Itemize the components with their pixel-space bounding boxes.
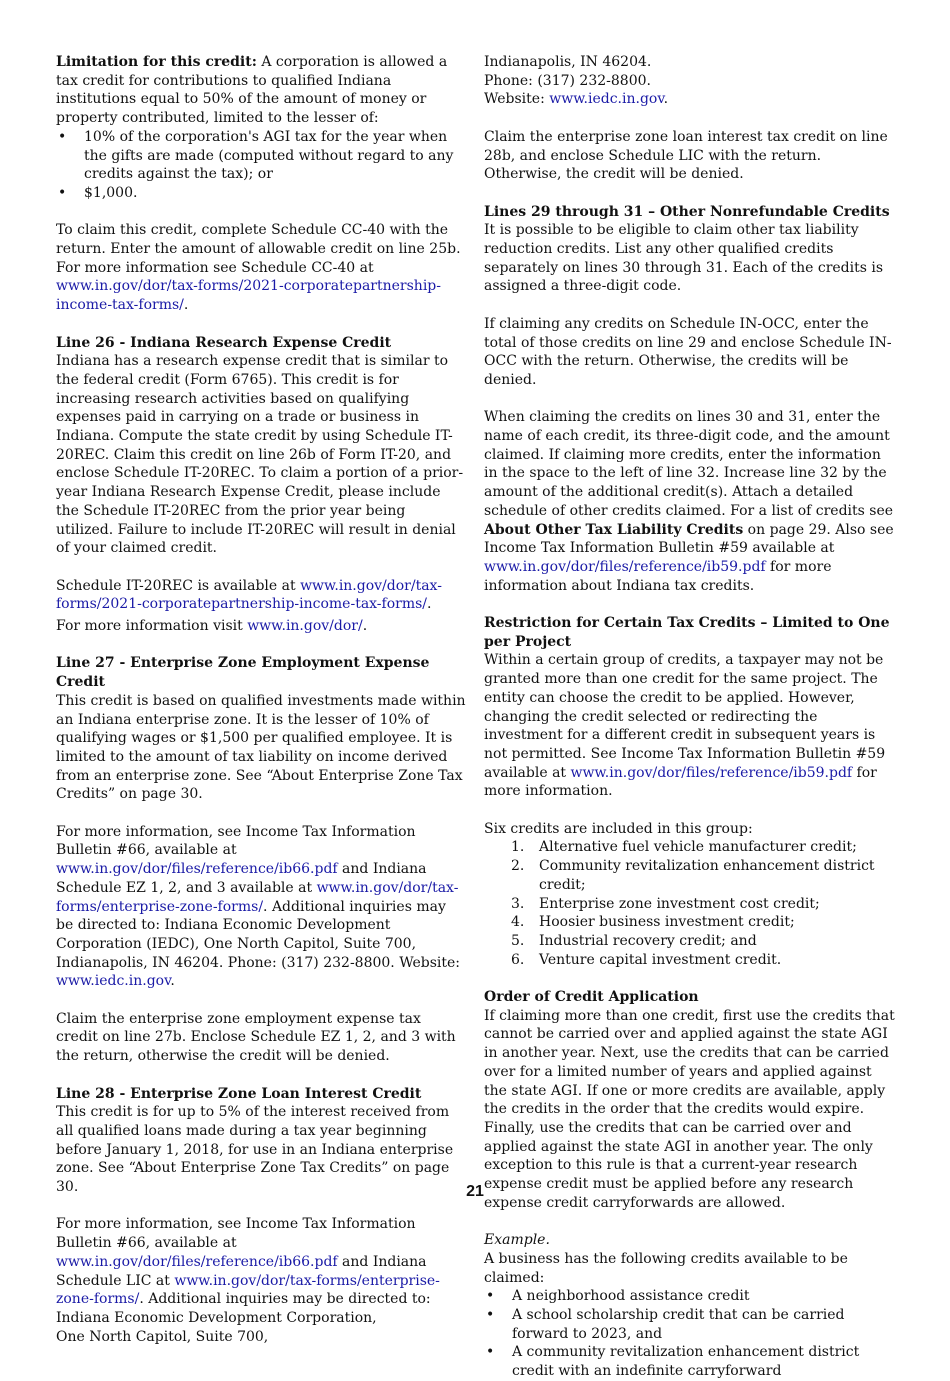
line26-heading: Line 26 - Indiana Research Expense Credit xyxy=(56,334,392,351)
list-item: • A neighborhood assistance credit xyxy=(484,1287,896,1306)
dor-link[interactable]: www.in.gov/dor/ xyxy=(247,618,363,635)
iedc-link[interactable]: www.iedc.in.gov xyxy=(56,973,171,990)
list-item: 5. Industrial recovery credit; and xyxy=(511,932,757,949)
ib59-link[interactable]: www.in.gov/dor/files/reference/ib59.pdf xyxy=(484,558,766,575)
page-number: 21 xyxy=(466,1183,484,1200)
in-occ-paragraph: If claiming any credits on Schedule IN-OCC, enter the total of those credits on line 29 and enclose Schedule IN-OCC with the return. Otherwise, the credits will be denied. xyxy=(484,315,892,388)
website-line: Website: www.iedc.in.gov. xyxy=(484,91,669,108)
it20rec-link[interactable]: www.in.gov/dor/tax-forms/2021-corporatepartnership-income-tax-forms/ xyxy=(56,577,442,613)
limitation-label: Limitation for this credit: xyxy=(56,54,257,70)
limitation-paragraph: Limitation for this credit: A corporation is allowed a tax credit for contributions to qualified Indiana institutions equal to 50% of the amount of money or property contributed, limited to the lesser of: xyxy=(56,54,448,127)
address-line: One North Capitol, Suite 700, xyxy=(56,1328,269,1345)
left-column xyxy=(56,53,466,1346)
list-item: 3. Enterprise zone investment cost credit; xyxy=(511,895,820,912)
order-body: If claiming more than one credit, first use the credits that cannot be carried over and applied against the state AGI in another year. Next, use the credits that can be carried over for a limited number of years and applied against the state AGI. If one or more credits are available, apply the credits in the order that the credits would expire. Finally, use the credits that can be carried over and applied against the state AGI in another year. The only exception to this rule is that a current-year research expense credit must be applied before any research expense credit carryforwards are allowed. xyxy=(484,1007,895,1211)
ib59-link[interactable]: www.in.gov/dor/files/reference/ib59.pdf xyxy=(570,764,853,781)
restriction-heading: Restriction for Certain Tax Credits – Limited to One per Project xyxy=(484,615,890,650)
line28-heading: Line 28 - Enterprise Zone Loan Interest Credit xyxy=(56,1085,422,1102)
line27-claim: Claim the enterprise zone employment expense tax credit on line 27b. Enclose Schedule EZ 1, 2, and 3 with the return, otherwise the credit will be denied. xyxy=(56,1010,456,1065)
list-item: • 10% of the corporation's AGI tax for the year when the gifts are made (computed without regard to any credits against the tax); or xyxy=(56,128,466,184)
address-line: Indianapolis, IN 46204. xyxy=(484,54,652,70)
enterprise-zone-forms-link[interactable]: www.in.gov/dor/tax-forms/enterprise-zone-forms/ xyxy=(56,1272,440,1308)
cc40-link[interactable]: www.in.gov/dor/tax-forms/2021-corporatepartnership-income-tax-forms/ xyxy=(56,278,441,314)
example-label: Example. xyxy=(484,1232,550,1249)
line27-heading: Line 27 - Enterprise Zone Employment Expense Credit xyxy=(56,655,430,691)
ib66-link[interactable]: www.in.gov/dor/files/reference/ib66.pdf xyxy=(56,861,338,878)
list-item: • $1,000. xyxy=(56,184,466,203)
list-item: • A community revitalization enhancement district credit with an indefinite carryforward xyxy=(484,1343,896,1380)
line28-body: This credit is for up to 5% of the interest received from all qualified loans made during a tax year beginning before January 1, 2018, for use in an Indiana enterprise zone. See “About Enterprise Zone Tax Credits” on page 30. xyxy=(56,1104,454,1196)
address-line: Indiana Economic Development Corporation, xyxy=(56,1309,377,1326)
line26-body: Indiana has a research expense credit that is similar to the federal credit (Form 6765). This credit is for increasing research activities based on qualifying expenses paid in carrying on a trade or business in Indiana. Compute the state credit by using Schedule IT-20REC. Claim this credit on line 26b of Form IT-20, and enclose Schedule IT-20REC. To claim a portion of a prior-year Indiana Research Expense Credit, please include the Schedule IT-20REC from the prior year being utilized. Failure to include IT-20REC will result in denial of your claimed credit. xyxy=(56,353,464,557)
list-item: 1. Alternative fuel vehicle manufacturer credit; xyxy=(511,839,857,856)
it20rec-availability: Schedule IT-20REC is available at www.in.gov/dor/tax-forms/2021-corporatepartnership-income-tax-forms/. xyxy=(56,577,442,613)
lines29-31-heading: Lines 29 through 31 – Other Nonrefundable Credits xyxy=(484,203,890,220)
lines29-31-body: It is possible to be eligible to claim other tax liability reduction credits. List any other qualified credits separately on lines 30 through 31. Each of the credits is assigned a three-digit code. xyxy=(484,222,884,295)
credit-group-list xyxy=(484,838,896,969)
limitation-bullets xyxy=(56,128,466,203)
line27-body: This credit is based on qualified investments made within an Indiana enterprise zone. It is the lesser of 10% of qualifying wages or $1,500 per qualified employee. It is limited to the amount of tax liability on income derived from an enterprise zone. See “About Enterprise Zone Tax Credits” on page 30. xyxy=(56,692,466,803)
claim-lic-paragraph: Claim the enterprise zone loan interest tax credit on line 28b, and enclose Schedule LIC with the return. Otherwise, the credit will be denied. xyxy=(484,128,888,183)
enterprise-zone-forms-link[interactable]: www.in.gov/dor/tax-forms/enterprise-zone-forms/ xyxy=(56,879,459,915)
group-intro: Six credits are included in this group: xyxy=(484,820,753,837)
list-item: 6. Venture capital investment credit. xyxy=(511,951,782,968)
ib66-link[interactable]: www.in.gov/dor/files/reference/ib66.pdf xyxy=(56,1253,338,1270)
dor-more-info: For more information visit www.in.gov/dor/. xyxy=(56,618,368,635)
list-item: 4. Hoosier business investment credit; xyxy=(511,914,795,931)
list-item: 2. Community revitalization enhancement district credit; xyxy=(511,858,875,893)
iedc-link[interactable]: www.iedc.in.gov xyxy=(549,91,664,108)
phone-line: Phone: (317) 232-8800. xyxy=(484,72,651,89)
restriction-body: Within a certain group of credits, a taxpayer may not be granted more than one credit for the same project. The entity can choose the credit to be applied. However, changing the credit selected or redirecting the investment for a different credit in subsequent years is not permitted. See Income Tax Information Bulletin #59 available at www.in.gov/dor/files/reference/ib59.pdf for more information. xyxy=(484,652,886,800)
example-bullets xyxy=(484,1287,896,1381)
right-column xyxy=(484,53,896,1381)
order-heading: Order of Credit Application xyxy=(484,989,699,1006)
other-credits-reference: About Other Tax Liability Credits xyxy=(484,521,744,538)
claim-cc40-paragraph: To claim this credit, complete Schedule CC-40 with the return. Enter the amount of allowable credit on line 25b. For more information see Schedule CC-40 at www.in.gov/dor/tax-forms/2021-corporatepartnership-income-tax-forms/. xyxy=(56,222,461,314)
example-intro: A business has the following credits available to be claimed: xyxy=(484,1250,848,1286)
list-item: • A school scholarship credit that can be carried forward to 2023, and xyxy=(484,1306,896,1343)
line28-info: For more information, see Income Tax Information Bulletin #66, available at www.in.gov/dor/files/reference/ib66.pdf and Indiana Schedule LIC at www.in.gov/dor/tax-forms/enterprise-zone-forms/. Additional inquiries may be directed to: xyxy=(56,1216,440,1308)
claiming-credits-paragraph: When claiming the credits on lines 30 and 31, enter the name of each credit, its three-digit code, and the amount claimed. If claiming more credits, enter the information in the space to the left of line 32. Increase line 32 by the amount of the additional credit(s). Attach a detailed schedule of other credits claimed. For a list of credits see About Other Tax Liability Credits on page 29. Also see Income Tax Information Bulletin #59 available at www.in.gov/dor/files/reference/ib59.pdf for more information about Indiana tax credits. xyxy=(484,409,894,594)
line27-info: For more information, see Income Tax Information Bulletin #66, available at www.in.gov/dor/files/reference/ib66.pdf and Indiana Schedule EZ 1, 2, and 3 available at www.in.gov/dor/tax-forms/enterprise-zone-forms/. Additional inquiries may be directed to: Indiana Economic Development Corporation (IEDC), One North Capitol, Suite 700, Indianapolis, IN 46204. Phone: (317) 232-8800. Website: www.iedc.in.gov. xyxy=(56,823,460,990)
